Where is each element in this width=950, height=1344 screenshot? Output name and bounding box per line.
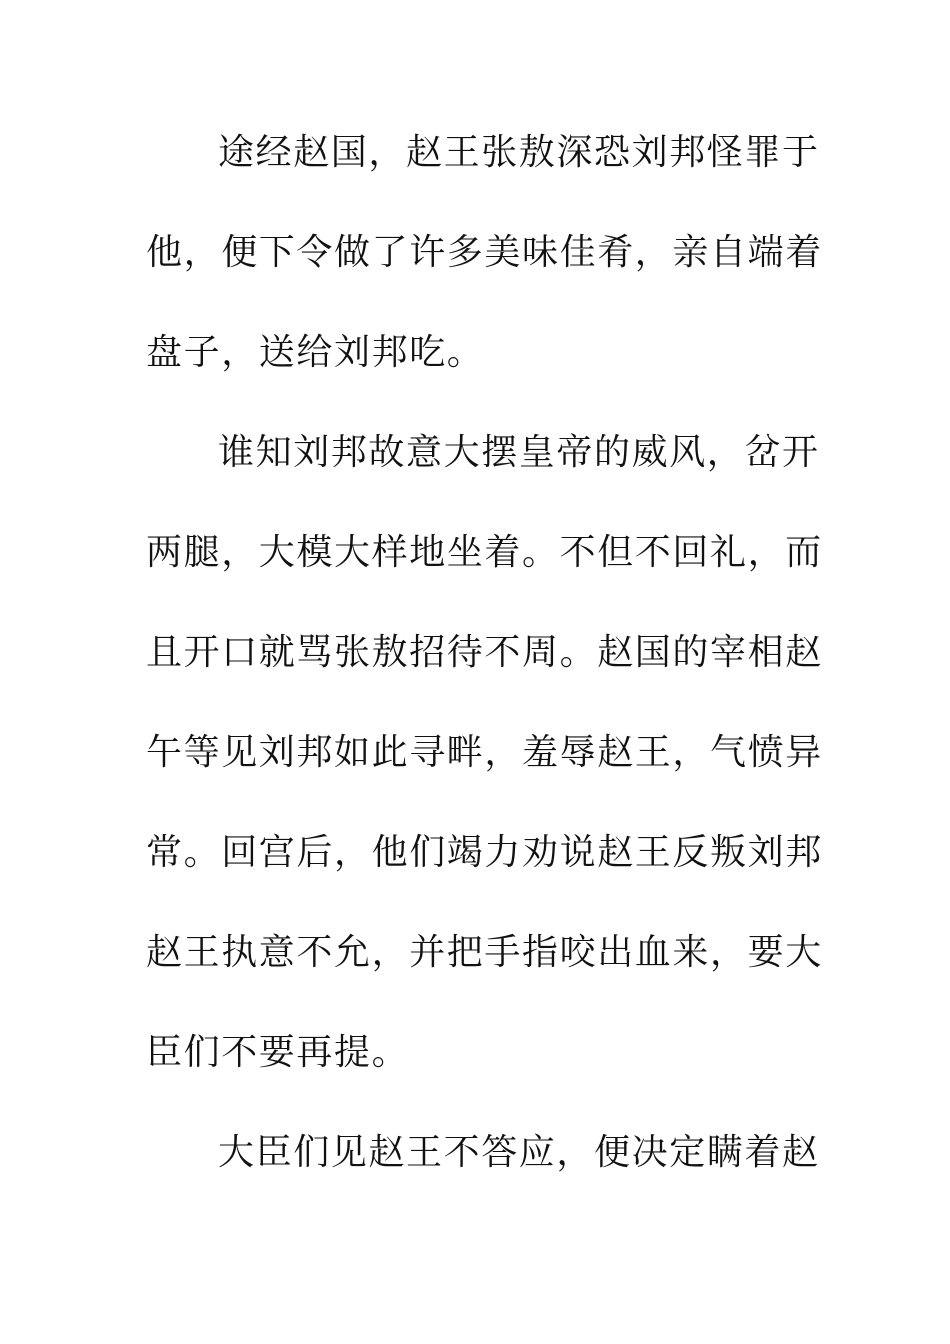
paragraph-2-line-7: 臣们不要再提。 bbox=[146, 1032, 410, 1073]
paragraph-2-line-2: 两腿，大模大样地坐着。不但不回礼，而 bbox=[146, 532, 823, 573]
paragraph-2-line-3: 且开口就骂张敖招待不周。赵国的宰相赵 bbox=[146, 632, 823, 673]
paragraph-2-line-5: 常。回宫后，他们竭力劝说赵王反叛刘邦 bbox=[146, 832, 823, 873]
paragraph-3-line-1: 大臣们见赵王不答应，便决定瞒着赵 bbox=[218, 1132, 820, 1173]
paragraph-2-line-4: 午等见刘邦如此寻畔，羞辱赵王，气愤异 bbox=[146, 732, 823, 773]
paragraph-1-line-3: 盘子，送给刘邦吃。 bbox=[146, 332, 485, 373]
paragraph-2-line-6: 赵王执意不允，并把手指咬出血来，要大 bbox=[146, 932, 823, 973]
paragraph-1-line-2: 他，便下令做了许多美味佳肴，亲自端着 bbox=[146, 232, 823, 273]
paragraph-2-line-1: 谁知刘邦故意大摆皇帝的威风，岔开 bbox=[218, 432, 820, 473]
paragraph-1-line-1: 途经赵国，赵王张敖深恐刘邦怪罪于 bbox=[218, 132, 820, 173]
